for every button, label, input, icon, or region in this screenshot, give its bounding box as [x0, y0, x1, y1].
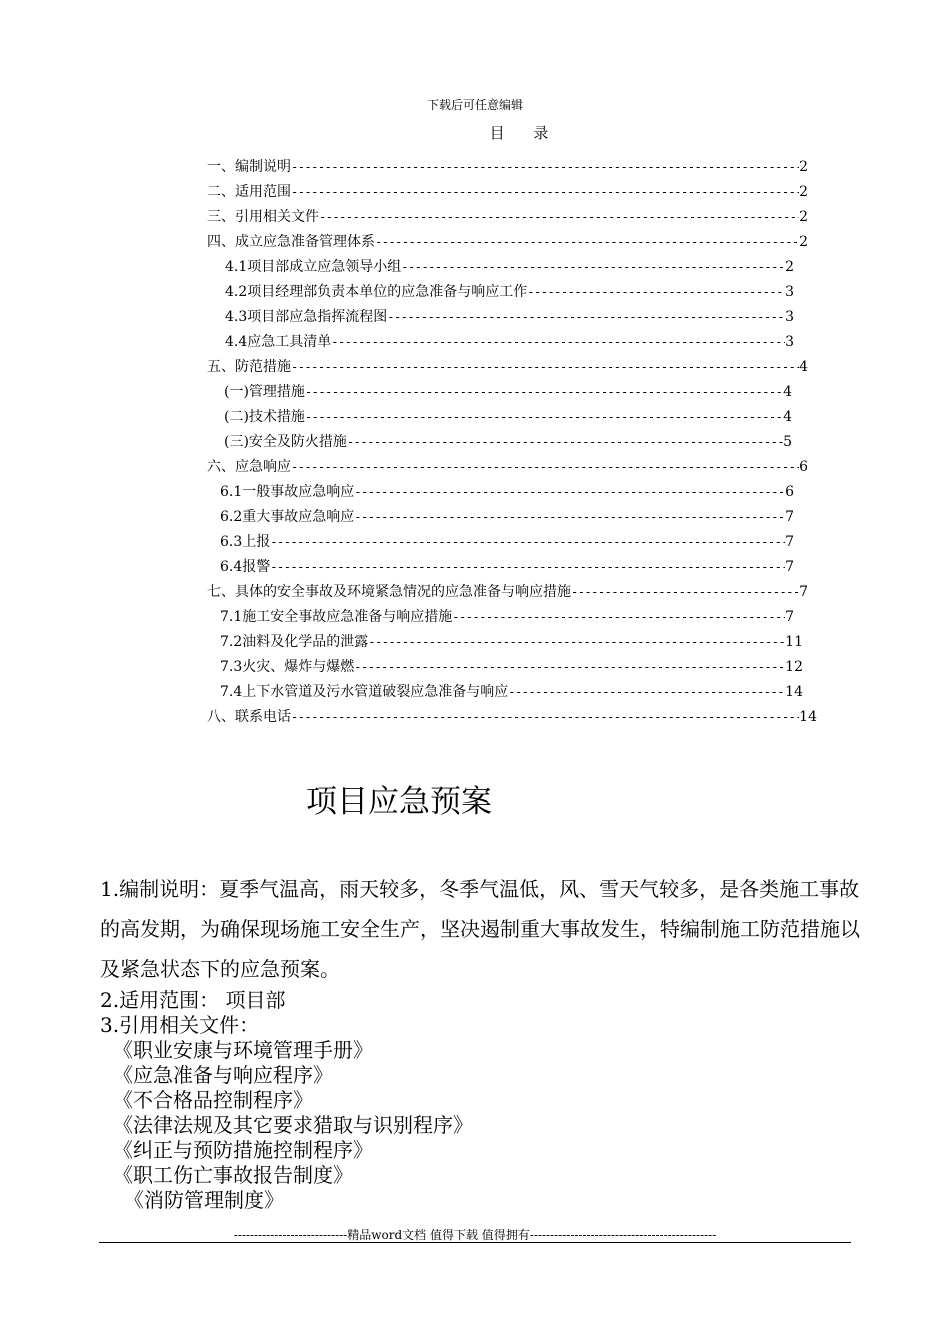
toc-leader: [527, 282, 785, 302]
toc-entry[interactable]: [224, 432, 792, 452]
toc-entry-page: 7: [785, 509, 794, 525]
toc-title: 目 录: [489, 124, 561, 142]
toc-leader: [368, 632, 785, 652]
toc-entry[interactable]: [220, 607, 794, 627]
toc-entry-label: 一、编制说明: [207, 159, 291, 175]
toc-entry-page: 2: [799, 209, 808, 225]
toc-entry-label: 6.1一般事故应急响应: [220, 484, 355, 500]
toc-entry-label: 二、适用范围: [207, 184, 291, 200]
toc-entry-page: 14: [799, 709, 817, 725]
toc-entry[interactable]: [207, 357, 808, 377]
toc-entry[interactable]: [220, 532, 794, 552]
toc-entry-page: 3: [785, 309, 794, 325]
toc-leader: [291, 157, 799, 177]
toc-entry-label: 6.2重大事故应急响应: [220, 509, 355, 525]
section-references-heading: 3.引用相关文件：: [100, 1013, 260, 1037]
reference-item: 《消防管理制度》: [124, 1188, 284, 1212]
toc-entry-page: 4: [783, 409, 792, 425]
toc-entry-page: 7: [799, 584, 808, 600]
toc-leader: [354, 507, 785, 527]
toc-leader: [354, 657, 785, 677]
toc-entry[interactable]: [225, 332, 794, 352]
toc-leader: [270, 557, 785, 577]
toc-leader: [571, 582, 799, 602]
reference-item: 《不合格品控制程序》: [113, 1088, 313, 1112]
toc-entry-page: 2: [799, 184, 808, 200]
toc-entry-label: (二)技术措施: [224, 409, 305, 425]
toc-entry-label: 五、防范措施: [207, 359, 291, 375]
toc-entry[interactable]: [220, 657, 803, 677]
toc-entry[interactable]: [220, 507, 794, 527]
section-compilation-note: 1.编制说明：夏季气温高，雨天较多，冬季气温低，风、雪天气较多，是各类施工事故的高发期，为确保现场施工安全生产，坚决遏制重大事故发生，特编制施工防范措施以及紧急状态下的应急预案。: [100, 877, 860, 981]
toc-leader: [387, 307, 785, 327]
toc-leader: [319, 207, 799, 227]
toc-leader: [291, 707, 799, 727]
toc-leader: [305, 382, 783, 402]
toc-leader: [375, 232, 799, 252]
toc-entry-label: 6.4报警: [220, 559, 271, 575]
toc-entry-label: 7.2油料及化学品的泄露: [220, 634, 369, 650]
toc-entry-page: 12: [785, 659, 803, 675]
toc-leader: [508, 682, 785, 702]
toc-entry-page: 11: [785, 634, 803, 650]
toc-entry-page: 4: [799, 359, 808, 375]
toc-entry-page: 14: [785, 684, 803, 700]
toc-leader: [331, 332, 785, 352]
reference-item: 《职工伤亡事故报告制度》: [113, 1163, 353, 1187]
toc-entry-page: 5: [783, 434, 792, 450]
toc-entry-page: 7: [785, 534, 794, 550]
toc-leader: [347, 432, 783, 452]
toc-entry[interactable]: [225, 282, 794, 302]
toc-entry[interactable]: [207, 232, 808, 252]
toc-entry[interactable]: [207, 157, 808, 177]
reference-item: 《纠正与预防措施控制程序》: [113, 1138, 373, 1162]
toc-entry-label: 七、具体的安全事故及环境紧急情况的应急准备与响应措施: [207, 584, 571, 600]
toc-leader: [270, 532, 785, 552]
toc-entry-label: 4.2项目经理部负责本单位的应急准备与响应工作: [225, 284, 528, 300]
toc-entry-label: 7.4上下水管道及污水管道破裂应急准备与响应: [220, 684, 509, 700]
toc-entry-label: 7.1施工安全事故应急准备与响应措施: [220, 609, 453, 625]
toc-entry-page: 2: [799, 159, 808, 175]
toc-entry-page: 3: [785, 284, 794, 300]
toc-entry-page: 2: [785, 259, 794, 275]
toc-entry[interactable]: [220, 632, 803, 652]
toc-entry[interactable]: [225, 257, 794, 277]
toc-entry[interactable]: [220, 482, 794, 502]
toc-entry-label: 四、成立应急准备管理体系: [207, 234, 375, 250]
toc-entry[interactable]: [224, 407, 792, 427]
toc-entry-label: 6.3上报: [220, 534, 271, 550]
toc-entry-page: 6: [785, 484, 794, 500]
toc-leader: [291, 182, 799, 202]
toc-leader: [291, 357, 799, 377]
toc-leader: [401, 257, 785, 277]
toc-entry-page: 3: [785, 334, 794, 350]
toc-entry-label: 三、引用相关文件: [207, 209, 319, 225]
footer-divider: [99, 1242, 851, 1243]
toc-leader: [291, 457, 799, 477]
header-note: 下载后可任意编辑: [426, 98, 523, 112]
toc-entry-label: 4.1项目部成立应急领导小组: [225, 259, 402, 275]
toc-entry-label: (一)管理措施: [224, 384, 305, 400]
toc-entry[interactable]: [207, 182, 808, 202]
toc-entry[interactable]: [220, 682, 803, 702]
toc-entry[interactable]: [207, 457, 808, 477]
toc-entry-label: 7.3火灾、爆炸与爆燃: [220, 659, 355, 675]
toc-entry-label: (三)安全及防火措施: [224, 434, 347, 450]
document-title: 项目应急预案: [306, 784, 492, 820]
toc-entry-page: 7: [785, 559, 794, 575]
toc-entry[interactable]: [207, 207, 808, 227]
toc-entry-page: 2: [799, 234, 808, 250]
reference-item: 《应急准备与响应程序》: [113, 1063, 333, 1087]
reference-item: 《法律法规及其它要求猎取与识别程序》: [113, 1113, 473, 1137]
toc-entry[interactable]: [220, 557, 794, 577]
toc-entry-label: 八、联系电话: [207, 709, 291, 725]
toc-entry-label: 4.4应急工具清单: [225, 334, 332, 350]
toc-leader: [452, 607, 785, 627]
toc-leader: [354, 482, 785, 502]
toc-entry[interactable]: [207, 582, 808, 602]
toc-entry-page: 4: [783, 384, 792, 400]
toc-entry-label: 六、应急响应: [207, 459, 291, 475]
reference-item: 《职业安康与环境管理手册》: [113, 1038, 373, 1062]
toc-entry[interactable]: [224, 382, 792, 402]
footer-note: ----------------------------精品word文档 值得下载 值得拥有----------------------------------------------: [233, 1228, 717, 1242]
toc-entry-label: 4.3项目部应急指挥流程图: [225, 309, 388, 325]
toc-entry[interactable]: [207, 707, 817, 727]
section-scope: 2.适用范围： 项目部: [100, 988, 286, 1012]
toc-entry[interactable]: [225, 307, 794, 327]
toc-leader: [305, 407, 783, 427]
toc-entry-page: 7: [785, 609, 794, 625]
toc-entry-page: 6: [799, 459, 808, 475]
